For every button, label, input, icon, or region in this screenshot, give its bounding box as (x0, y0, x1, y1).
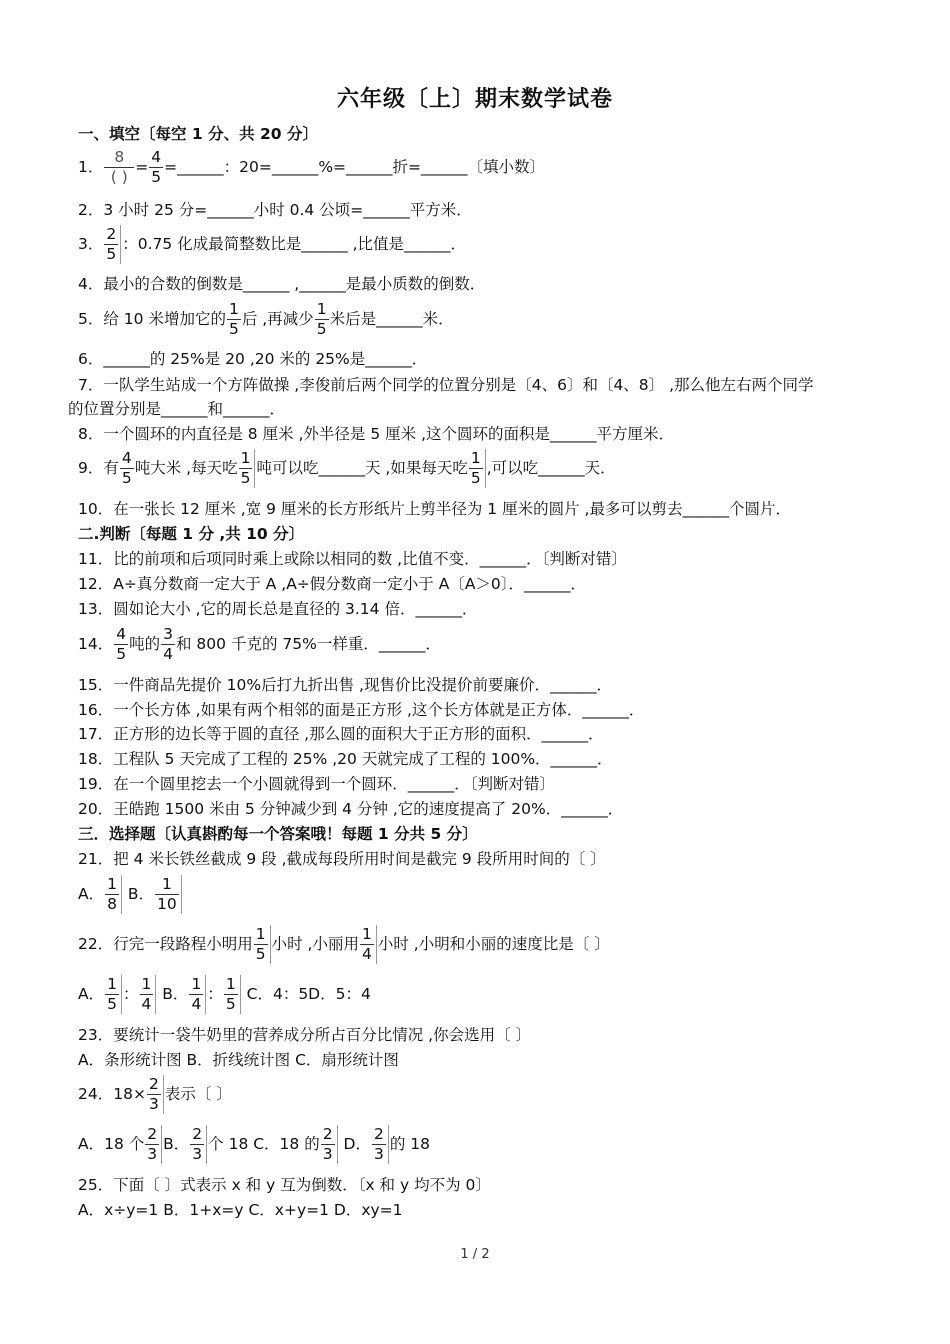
denominator: 5 (240, 469, 251, 487)
denominator: 3 (322, 1145, 333, 1163)
fraction (321, 1125, 338, 1164)
q24-text-a: 24．18× (78, 1085, 146, 1103)
q9-text-d: ,可以吃______天． (486, 459, 616, 477)
denominator: 8 (107, 895, 117, 913)
q3-number: 3． (78, 235, 104, 253)
question-3 (78, 225, 890, 264)
q22-text-a: 22．行完一段路程小明用 (78, 935, 253, 953)
question-24 (78, 1075, 890, 1114)
question-4: 4．最小的合数的倒数是______ ,______是最小质数的倒数． (78, 275, 486, 293)
denominator: 5 (121, 469, 132, 487)
denominator: 4 (141, 995, 152, 1013)
denominator: ( ) (110, 168, 128, 186)
question-22 (78, 925, 890, 964)
fraction (104, 225, 121, 264)
denominator: 5 (470, 469, 481, 487)
denominator: 5 (116, 645, 127, 663)
option-d-label: D． (338, 1135, 371, 1153)
numerator: 1 (225, 975, 236, 993)
q14-number: 14． (78, 635, 114, 653)
option-b-label: B． (163, 1135, 190, 1153)
question-25: 25．下面〔 〕式表示 x 和 y 互为倒数．〔x 和 y 均不为 0〕 (78, 1176, 491, 1194)
q14-text-b: 吨的 (129, 635, 161, 653)
question-10: 10．在一张长 12 厘米 ,宽 9 厘米的长方形纸片上剪半径为 1 厘米的圆片 ,最多可以剪去______个圆片． (78, 500, 791, 518)
question-6: 6．______的 25%是 20 ,20 米的 25%是______． (78, 350, 428, 368)
q3-text: ：0.75 化成最简整数比是______ ,比值是______． (122, 235, 467, 253)
fraction (254, 925, 271, 964)
equals-sign: = (135, 158, 149, 176)
numerator: 2 (148, 1075, 159, 1093)
denominator: 5 (107, 995, 117, 1013)
ratio-colon: ： (207, 985, 223, 1003)
numerator: 1 (255, 925, 266, 943)
fraction (469, 449, 486, 488)
question-12: 12．A÷真分数商一定大于 A ,A÷假分数商一定小于 A〔A＞0〕．______． (78, 575, 587, 593)
page-title: 六年级〔上〕期末数学试卷 (336, 87, 613, 112)
option-a-label: A． (78, 885, 105, 903)
q5-text-b: 后 ,再减少 (241, 310, 314, 328)
q5-text-c: 米后是______米． (329, 310, 454, 328)
fraction (140, 975, 157, 1014)
denominator: 4 (361, 945, 372, 963)
question-16: 16．一个长方体 ,如果有两个相邻的面是正方形 ,这个长方体就是正方体．______． (78, 701, 645, 719)
q9-text-b: 吨大米 ,每天吃 (134, 459, 238, 477)
q9-text-a: 9．有 (78, 459, 119, 477)
fraction (104, 148, 134, 187)
fraction (224, 975, 241, 1014)
numerator: 2 (192, 1125, 203, 1143)
question-9 (78, 449, 890, 488)
numerator: 1 (107, 975, 117, 993)
fraction (161, 625, 175, 664)
numerator: 1 (107, 875, 117, 893)
denominator: 4 (191, 995, 202, 1013)
numerator: 1 (191, 975, 202, 993)
denominator: 10 (157, 895, 177, 913)
fraction (105, 875, 122, 914)
fraction (147, 1075, 164, 1114)
q1-text: =______：20=______%=______折=______〔填小数〕 (164, 158, 546, 176)
denominator: 3 (148, 1095, 159, 1113)
question-20: 20．王皓跑 1500 米由 5 分钟减少到 4 分钟 ,它的速度提高了 20%．______． (78, 800, 624, 818)
question-7-line-2: 的位置分别是______和______． (68, 400, 286, 418)
denominator: 5 (151, 168, 162, 186)
q22-text-b: 小时 ,小丽用 (271, 935, 359, 953)
question-23-options: A．条形统计图 B．折线统计图 C．扇形统计图 (78, 1051, 399, 1069)
fraction (114, 625, 128, 664)
section-multiple-choice: 三．选择题〔认真斟酌每一个答案哦！每题 1 分共 5 分〕 (78, 825, 478, 843)
fraction (315, 300, 329, 339)
denominator: 5 (106, 245, 117, 263)
numerator: 1 (155, 875, 179, 895)
denominator: 5 (225, 995, 236, 1013)
section-true-false: 二.判断〔每题 1 分 ,共 10 分〕 (78, 525, 305, 543)
numerator: 1 (240, 449, 251, 467)
option-a-label: A． (78, 985, 105, 1003)
denominator: 5 (255, 945, 266, 963)
q1-number: 1． (78, 158, 104, 176)
options-c-d: C．4：5D．5：4 (241, 985, 371, 1003)
denominator: 5 (228, 320, 239, 338)
fraction (145, 1125, 162, 1164)
numerator: 8 (104, 148, 134, 168)
fraction (189, 975, 206, 1014)
numerator: 2 (322, 1125, 333, 1143)
fraction (190, 1125, 207, 1164)
q14-text-c: 和 800 千克的 75%一样重．______． (176, 635, 441, 653)
option-a-label: A．18 个 (78, 1135, 145, 1153)
numerator: 1 (361, 925, 372, 943)
question-25-options: A．x÷y=1 B．1+x=y C．x+y=1 D．xy=1 (78, 1201, 403, 1219)
denominator: 3 (373, 1145, 384, 1163)
question-1 (78, 148, 890, 187)
question-8: 8．一个圆环的内直径是 8 厘米 ,外半径是 5 厘米 ,这个圆环的面积是______平方厘米． (78, 425, 675, 443)
question-22-options (78, 975, 890, 1014)
numerator: 3 (163, 625, 173, 643)
fraction (120, 449, 134, 488)
question-19: 19．在一个圆里挖去一个小圆就得到一个圆环．______．〔判断对错〕 (78, 775, 555, 793)
option-b-label: B． (122, 885, 155, 903)
numerator: 2 (373, 1125, 384, 1143)
question-7-line-1: 7．一队学生站成一个方阵做操 ,李俊前后两个同学的位置分别是〔4、6〕和〔4、8〕 ,那么他左右两个同学 (78, 376, 814, 394)
question-17: 17．正方形的边长等于圆的直径 ,那么圆的面积大于正方形的面积．______． (78, 725, 604, 743)
question-21: 21．把 4 米长铁丝截成 9 段 ,截成每段所用时间是截完 9 段所用时间的〔 〕 (78, 850, 606, 868)
question-24-options (78, 1125, 890, 1164)
option-c-label: 个 18 C．18 的 (208, 1135, 320, 1153)
fraction (149, 148, 163, 187)
fraction (239, 449, 256, 488)
numerator: 2 (147, 1125, 158, 1143)
numerator: 4 (116, 625, 127, 643)
numerator: 1 (316, 300, 327, 318)
ratio-colon: ： (122, 985, 139, 1003)
question-18: 18．工程队 5 天完成了工程的 25% ,20 天就完成了工程的 100%．______． (78, 750, 613, 768)
fraction (105, 975, 122, 1014)
question-13: 13．圆如论大小 ,它的周长总是直径的 3.14 倍．______． (78, 600, 478, 618)
option-b-label: B． (157, 985, 189, 1003)
page-number: 1 / 2 (460, 1247, 490, 1262)
denominator: 3 (147, 1145, 158, 1163)
numerator: 2 (106, 225, 117, 243)
numerator: 4 (121, 449, 132, 467)
fraction (155, 875, 182, 914)
denominator: 4 (163, 645, 173, 663)
question-15: 15．一件商品先提价 10%后打九折出售 ,现售价比没提价前要廉价．______． (78, 676, 612, 694)
section-fill-blank: 一、填空〔每空 1 分、共 20 分〕 (78, 125, 318, 143)
fraction (372, 1125, 389, 1164)
option-d-text: 的 18 (389, 1135, 430, 1153)
question-5 (78, 300, 890, 339)
numerator: 1 (228, 300, 239, 318)
fraction (360, 925, 377, 964)
denominator: 3 (192, 1145, 203, 1163)
question-21-options (78, 875, 890, 914)
fraction (227, 300, 241, 339)
numerator: 1 (141, 975, 152, 993)
numerator: 1 (470, 449, 481, 467)
q24-text-b: 表示〔 〕 (164, 1085, 232, 1103)
denominator: 5 (316, 320, 327, 338)
q9-text-c: 吨可以吃______天 ,如果每天吃 (256, 459, 468, 477)
question-14 (78, 625, 890, 664)
q22-text-c: 小时 ,小明和小丽的速度比是〔 〕 (377, 935, 610, 953)
question-11: 11．比的前项和后项同时乘上或除以相同的数 ,比值不变．______．〔判断对错〕 (78, 550, 627, 568)
q5-text-a: 5．给 10 米增加它的 (78, 310, 226, 328)
numerator: 4 (151, 148, 162, 166)
question-23: 23．要统计一袋牛奶里的营养成分所占百分比情况 ,你会选用〔 〕 (78, 1026, 532, 1044)
question-2: 2．3 小时 25 分=______小时 0.4 公顷=______平方米． (78, 201, 472, 219)
